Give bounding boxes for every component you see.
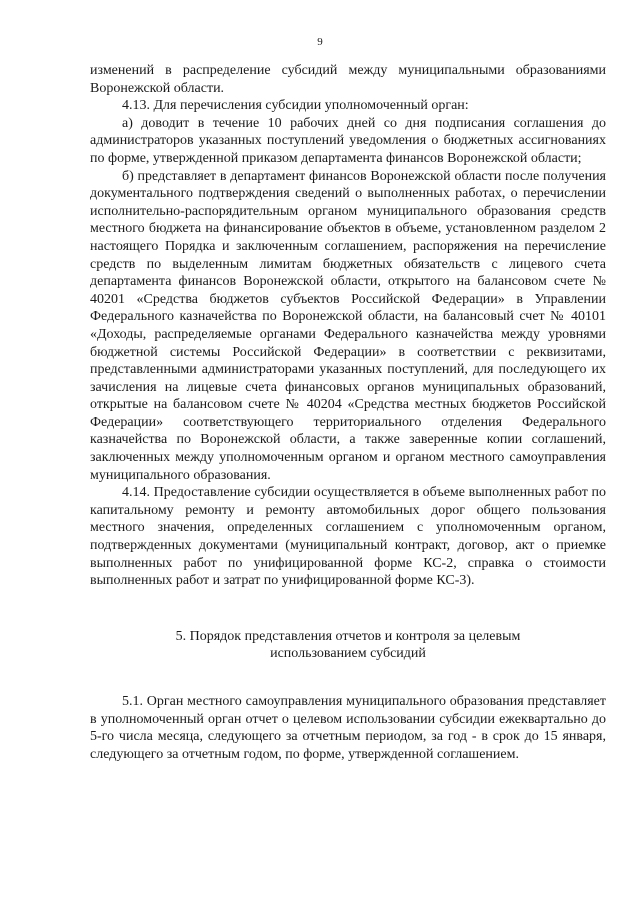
paragraph-4-13: 4.13. Для перечисления субсидии уполномоченный орган: [122, 98, 469, 114]
paragraph-4-14: 4.14. Предоставление субсидии осуществляется в объеме выполненных работ по капитальному ремонту и ремонту автомобильных дорог общего пользования местного значения, определенных соглашением с уполномоченным органом, подтвержденных документами (муниципальный контракт, договор, акт о приемке выполненных работ по унифицированной форме КС-2, справка о стоимости выполненных работ и затрат по унифицированной форме КС-3). [90, 485, 606, 589]
paragraph-4-13-b: б) представляет в департамент финансов Воронежской области после получения документального подтверждения сведений о выполненных работах, о перечислении исполнительно-распорядительным органом муниципального образования средств местного бюджета на финансирование объектов в объеме, установленном разделом 2 настоящего Порядка и заключенным соглашением, распоряжения на перечисление средств по выделенным лимитам бюджетных обязательств с лицевого счета департамента финансов Воронежской области, открытого на балансовом счете № 40201 «Средства бюджетов субъектов Российской Федерации» в Управлении Федерального казначейства по Воронежской области, на балансовый счет № 40101 «Доходы, распределяемые органами Федерального казначейства между уровнями бюджетной системы Российской Федерации» в соответствии с реквизитами, представленными администраторами указанных поступлений, для последующего их зачисления на лицевые счета финансовых органов муниципальных образований, открытые на балансовом счете № 40204 «Средства местных бюджетов Российской Федерации» соответствующего территориального отделения Федерального казначейства по Воронежской области, а также заверенные копии соглашений, заключенных между уполномоченным органом и органом местного самоуправления муниципального образования. [90, 168, 606, 483]
page-number: 9 [317, 36, 323, 48]
paragraph-5-1: 5.1. Орган местного самоуправления муниципального образования представляет в уполномоченный орган отчет о целевом использовании субсидии ежеквартально до 5-го числа месяца, следующего за отчетным периодом, за год - в срок до 15 января, следующего за отчетным годом, по форме, утвержденной соглашением. [90, 694, 606, 762]
paragraph-continuation: изменений в распределение субсидий между муниципальными образованиями Воронежской области. [90, 63, 606, 96]
section-heading [90, 628, 606, 663]
document-body [90, 62, 606, 763]
section-heading-line-1: 5. Порядок представления отчетов и контроля за целевым [175, 628, 521, 644]
paragraph-4-13-a: а) доводит в течение 10 рабочих дней со дня подписания соглашения до администраторов указанных поступлений уведомления о бюджетных ассигнованиях по форме, утвержденной приказом департамента финансов Воронежской области; [90, 115, 606, 166]
section-heading-line-2: использованием субсидий [270, 646, 426, 662]
